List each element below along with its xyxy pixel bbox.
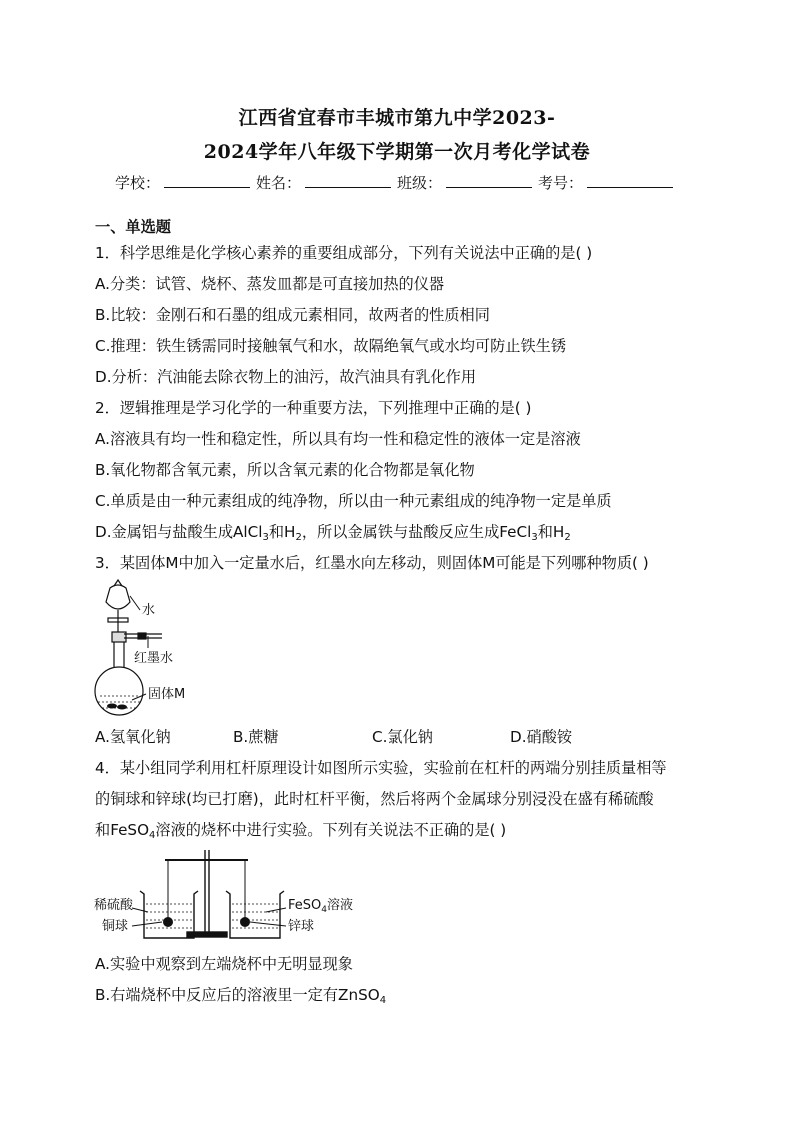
fig-label-water: 水 (142, 603, 156, 618)
q2-d-sub-3: 3 (531, 532, 538, 543)
q4-stem3-sub: 4 (149, 830, 156, 841)
name-blank[interactable] (305, 175, 391, 188)
q2-d-text-4: 和H (537, 523, 565, 541)
q4-option-a[interactable]: A.实验中观察到左端烧杯中无明显现象 (95, 955, 353, 973)
q2-d-sub-1: 3 (262, 532, 269, 543)
q4-stem-line-2: 的铜球和锌球(均已打磨)，此时杠杆平衡，然后将两个金属球分别浸没在盛有稀硫酸 (95, 790, 654, 808)
q1-option-d[interactable]: D.分析：汽油能去除衣物上的油污，故汽油具有乳化作用 (95, 368, 477, 386)
q3-option-b[interactable]: B.蔗糖 (233, 728, 279, 746)
section-heading: 一、单选题 (95, 218, 171, 236)
school-label: 学校： (114, 174, 160, 192)
title-line-2: 2024学年八年级下学期第一次月考化学试卷 (203, 141, 591, 163)
q3-stem: 3．某固体M中加入一定量水后，红墨水向左移动，则固体M可能是下列哪种物质( ) (95, 554, 649, 572)
q2-option-d[interactable] (95, 521, 571, 543)
fig-label-feso4-solution (288, 897, 353, 915)
student-info-row (0, 172, 794, 193)
q2-d-sub-4: 2 (564, 532, 571, 543)
q2-option-c[interactable]: C.单质是由一种元素组成的纯净物，所以由一种元素组成的纯净物一定是单质 (95, 492, 612, 510)
title-line-1: 江西省宜春市丰城市第九中学2023- (238, 107, 556, 129)
fig-label-copper-ball: 铜球 (102, 919, 129, 934)
q4-lever-figure (90, 846, 360, 946)
q1-option-a[interactable]: A.分类：试管、烧杯、蒸发皿都是可直接加热的仪器 (95, 275, 445, 293)
fig-label-dilute-acid: 稀硫酸 (94, 898, 134, 913)
fig-label-zinc-ball: 锌球 (288, 919, 315, 934)
q2-d-text-3: ，所以金属铁与盐酸反应生成FeCl (301, 523, 532, 541)
q2-option-b[interactable]: B.氧化物都含氧元素，所以含氧元素的化合物都是氧化物 (95, 461, 475, 479)
q4-option-b[interactable] (95, 984, 386, 1006)
fig-feso4-text: FeSO (288, 898, 322, 913)
q2-d-sub-2: 2 (295, 532, 302, 543)
q1-option-c[interactable]: C.推理：铁生锈需同时接触氧气和水，故隔绝氧气或水均可防止铁生锈 (95, 337, 567, 355)
q1-option-b[interactable]: B.比较：金刚石和石墨的组成元素相同，故两者的性质相同 (95, 306, 490, 324)
q4-b-text: B.右端烧杯中反应后的溶液里一定有ZnSO (95, 986, 380, 1004)
q4-stem3-text-1: 和FeSO (95, 821, 150, 839)
name-label: 姓名： (255, 174, 301, 192)
number-blank[interactable] (587, 175, 673, 188)
fig-feso4-post: 溶液 (326, 898, 353, 913)
q1-stem: 1．科学思维是化学核心素养的重要组成部分，下列有关说法中正确的是( ) (95, 244, 593, 262)
q4-stem3-text-2: 溶液的烧杯中进行实验。下列有关说法不正确的是( ) (155, 821, 507, 839)
q2-d-text-2: 和H (268, 523, 296, 541)
q3-option-d[interactable]: D.硝酸铵 (510, 728, 573, 746)
q3-option-a[interactable]: A.氢氧化钠 (95, 728, 171, 746)
q2-option-a[interactable]: A.溶液具有均一性和稳定性，所以具有均一性和稳定性的液体一定是溶液 (95, 430, 581, 448)
fig-feso4-sub: 4 (321, 905, 327, 915)
class-blank[interactable] (446, 175, 532, 188)
q2-stem: 2．逻辑推理是学习化学的一种重要方法，下列推理中正确的是( ) (95, 399, 532, 417)
fig-label-red-ink: 红墨水 (134, 651, 174, 666)
q3-apparatus-figure (90, 576, 220, 716)
number-label: 考号： (538, 174, 584, 192)
q3-option-c[interactable]: C.氯化钠 (372, 728, 433, 746)
class-label: 班级： (397, 174, 443, 192)
q2-d-text-1: D.金属铝与盐酸生成AlCl (95, 523, 263, 541)
q4-b-sub: 4 (379, 995, 387, 1006)
school-blank[interactable] (164, 175, 250, 188)
q4-stem-line-3 (95, 819, 506, 841)
fig-label-solid-m: 固体M (148, 687, 186, 702)
q4-stem-line-1: 4．某小组同学利用杠杆原理设计如图所示实验，实验前在杠杆的两端分别挂质量相等 (95, 759, 667, 777)
